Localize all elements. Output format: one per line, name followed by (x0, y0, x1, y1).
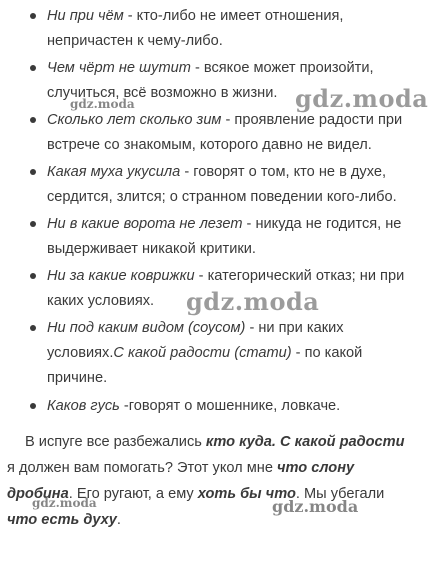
bullet-icon (30, 273, 36, 279)
idiom-definition: -говорят о мошеннике, ловкаче. (119, 398, 341, 414)
idiom-definition-cont: непричастен к чему-либо. (47, 33, 223, 49)
idiom-phrase: Ни в какие ворота не лезет (47, 216, 243, 232)
idiom-definition-cont: причине. (47, 370, 108, 386)
idiom-definition-cont: каких условиях. (47, 293, 155, 309)
idiom-highlight: кто куда. С какой радости (205, 434, 405, 450)
idiom-definition: - ни при каких (245, 320, 344, 336)
idiom-definition: - по какой (291, 345, 363, 361)
idiom-definition: - проявление радости при (221, 112, 403, 128)
bullet-icon (30, 117, 36, 123)
bullet-icon (30, 13, 36, 19)
idiom-definition-cont: сердится, злится; о странном поведении кого-либо. (47, 189, 397, 205)
watermark-small: gdz.moda (32, 496, 97, 510)
idiom-definition: - категорический отказ; ни при (194, 268, 405, 284)
idiom-phrase: Сколько лет сколько зим (47, 112, 222, 128)
watermark-large: gdz.moda (186, 287, 320, 316)
idiom-phrase: Каков гусь (47, 398, 120, 414)
idiom-highlight: что есть духу (7, 512, 117, 528)
idiom-phrase: С какой радости (стати) (113, 345, 292, 361)
idiom-definition: - никуда не годится, не (242, 216, 402, 232)
idiom-definition-cont: выдерживает никакой критики. (47, 241, 256, 257)
idiom-phrase: Какая муха укусила (47, 164, 181, 180)
idiom-highlight: хоть бы что (197, 486, 296, 502)
idiom-highlight: дробина (7, 486, 69, 502)
paragraph-text: я должен вам помогать? Этот укол мне (7, 460, 278, 476)
idiom-highlight: что слону (277, 460, 355, 476)
paragraph-text: В испуге все разбежались (25, 434, 206, 450)
idiom-phrase: Чем чёрт не шутит (47, 60, 191, 76)
watermark-small: gdz.moda (70, 97, 135, 111)
idiom-phrase: Ни при чём (47, 8, 124, 24)
idiom-phrase: Ни за какие коврижки (47, 268, 195, 284)
bullet-icon (30, 403, 36, 409)
bullet-icon (30, 221, 36, 227)
idiom-definition: - говорят о том, кто не в духе, (180, 164, 386, 180)
idiom-definition-cont: встрече со знакомым, которого давно не видел. (47, 137, 372, 153)
paragraph-text: . Его ругают, а ему (68, 486, 198, 502)
idiom-definition-cont: условиях. (47, 345, 114, 361)
idiom-definition: - всякое может произойти, (190, 60, 374, 76)
bullet-icon (30, 325, 36, 331)
watermark-large: gdz.moda (295, 84, 429, 113)
paragraph-text: . Мы убегали (295, 486, 385, 502)
idiom-phrase: Ни под каким видом (соусом) (47, 320, 246, 336)
idiom-definition-cont: случиться, всё возможно в жизни. (47, 85, 278, 101)
watermark-small: gdz.moda (272, 497, 359, 516)
idiom-definition: - кто-либо не имеет отношения, (123, 8, 344, 24)
bullet-icon (30, 169, 36, 175)
paragraph-text: . (116, 512, 121, 528)
bullet-icon (30, 65, 36, 71)
